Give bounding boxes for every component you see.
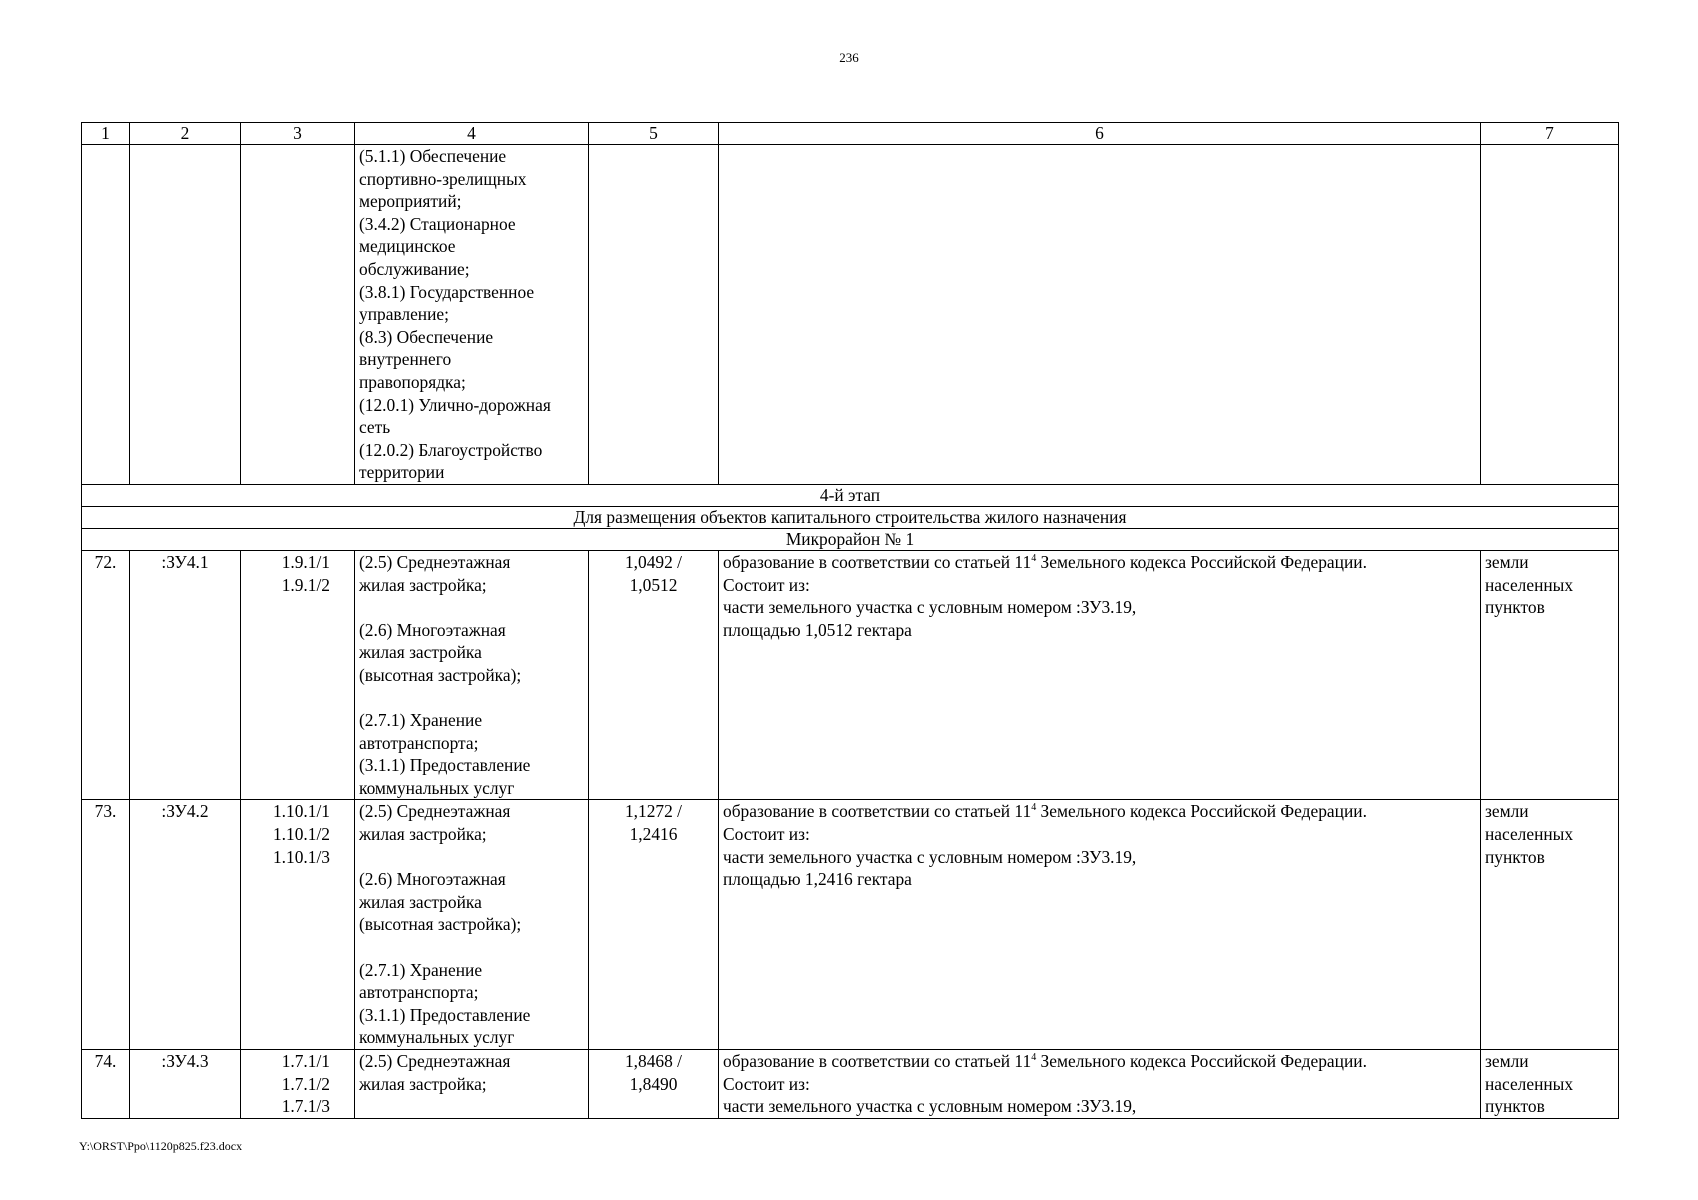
section-purpose-title: Для размещения объектов капитального строительства жилого назначения (82, 506, 1619, 528)
plot-codes (241, 800, 355, 1050)
land-plots-table (81, 122, 1619, 1119)
plot-codes (241, 1049, 355, 1118)
text-line: 1,0492 / (624, 551, 682, 572)
permitted-uses (355, 550, 589, 800)
text-line: внутреннего (359, 349, 452, 370)
text-line: жилая застройка (359, 642, 482, 663)
text-line: (высотная застройка); (359, 664, 522, 685)
table-row (82, 550, 1619, 800)
text-line: 1,2416 (629, 824, 678, 845)
text-line: площадью 1,0512 гектара (723, 619, 912, 640)
footer-file-path: Y:\ORST\Ppo\1120p825.f23.docx (79, 1139, 243, 1153)
text-line: (2.6) Многоэтажная (359, 869, 506, 890)
text-line: (высотная застройка); (359, 914, 522, 935)
text-line: (2.7.1) Хранение (359, 710, 483, 731)
blank-line (359, 596, 584, 619)
plot-id: :ЗУ4.2 (130, 800, 241, 1050)
plot-area (589, 550, 719, 800)
text-line: (12.0.1) Улично-дорожная (359, 394, 551, 415)
text-line: 1,8468 / (624, 1050, 682, 1071)
text-line: (3.8.1) Государственное (359, 281, 535, 302)
description-first-line (723, 800, 1476, 823)
text-line: части земельного участка с условным номером :ЗУ3.19, (723, 597, 1137, 618)
continuation-row (82, 145, 1619, 485)
header-col-1: 1 (82, 123, 130, 145)
plot-area (589, 1049, 719, 1118)
land-category (1481, 1049, 1619, 1118)
text-line: части земельного участка с условным номером :ЗУ3.19, (723, 846, 1137, 867)
permitted-uses (355, 1049, 589, 1118)
text-line: 1,8490 (629, 1073, 678, 1094)
description-text: образование в соответствии со статьей 11 (723, 1050, 1032, 1071)
land-category (1481, 550, 1619, 800)
description-text: образование в соответствии со статьей 11 (723, 551, 1032, 572)
text-line: (3.1.1) Предоставление (359, 755, 531, 776)
blank-line (359, 686, 584, 709)
text-line: земли (1485, 551, 1529, 572)
text-line: жилая застройка; (359, 574, 487, 595)
text-line: (5.1.1) Обеспечение (359, 146, 507, 166)
header-col-5: 5 (589, 123, 719, 145)
text-line: Состоит из: (723, 824, 810, 845)
plot-id: :ЗУ4.3 (130, 1049, 241, 1118)
section-stage (82, 484, 1619, 506)
header-col-3: 3 (241, 123, 355, 145)
text-line: (2.5) Среднеэтажная (359, 801, 511, 822)
description-text: Земельного кодекса Российской Федерации. (1036, 801, 1367, 822)
text-line: Состоит из: (723, 574, 810, 595)
continuation-uses (355, 145, 589, 485)
text-line: населенных (1485, 1073, 1574, 1094)
text-line: (8.3) Обеспечение (359, 326, 494, 347)
section-district-title: Микрорайон № 1 (82, 528, 1619, 550)
text-line: коммунальных услуг (359, 777, 515, 798)
text-line: автотранспорта; (359, 732, 479, 753)
text-line: коммунальных услуг (359, 1027, 515, 1048)
text-line: управление; (359, 304, 449, 325)
plot-description (719, 800, 1481, 1050)
table-row (82, 800, 1619, 1050)
description-first-line (723, 551, 1476, 574)
text-line: 1.9.1/1 (281, 551, 330, 572)
text-line: части земельного участка с условным номером :ЗУ3.19, (723, 1096, 1137, 1117)
header-row (82, 123, 1619, 145)
text-line: пунктов (1485, 1096, 1545, 1117)
description-first-line (723, 1050, 1476, 1073)
text-line: (2.5) Среднеэтажная (359, 551, 511, 572)
text-line: (2.7.1) Хранение (359, 959, 483, 980)
text-line: населенных (1485, 824, 1574, 845)
section-district (82, 528, 1619, 550)
text-line: жилая застройка; (359, 1073, 487, 1094)
text-line: мероприятий; (359, 191, 462, 212)
plot-area (589, 800, 719, 1050)
row-number: 73. (82, 800, 130, 1050)
article-superscript: 4 (1031, 802, 1037, 814)
text-line: спортивно-зрелищных (359, 168, 527, 189)
text-line: (2.5) Среднеэтажная (359, 1050, 511, 1071)
text-line: 1.10.1/2 (272, 824, 330, 845)
text-line: пунктов (1485, 846, 1545, 867)
text-line: автотранспорта; (359, 982, 479, 1003)
text-line: медицинское (359, 236, 456, 257)
page-number: 236 (839, 50, 859, 65)
text-line: (12.0.2) Благоустройство (359, 439, 543, 460)
plot-description (719, 1049, 1481, 1118)
header-col-4: 4 (355, 123, 589, 145)
text-line: сеть (359, 417, 391, 438)
text-line: территории (359, 462, 445, 483)
description-text: образование в соответствии со статьей 11 (723, 801, 1032, 822)
text-line: 1,1272 / (624, 801, 682, 822)
article-superscript: 4 (1031, 1052, 1037, 1064)
description-text: Земельного кодекса Российской Федерации. (1036, 1050, 1367, 1071)
text-line: земли (1485, 1050, 1529, 1071)
header-col-7: 7 (1481, 123, 1619, 145)
text-line: (3.4.2) Стационарное (359, 213, 516, 234)
text-line: (3.1.1) Предоставление (359, 1004, 531, 1025)
text-line: 1.10.1/1 (272, 801, 330, 822)
blank-line (359, 846, 584, 869)
table-row (82, 1049, 1619, 1118)
header-col-6: 6 (719, 123, 1481, 145)
text-line: жилая застройка; (359, 824, 487, 845)
text-line: (2.6) Многоэтажная (359, 619, 506, 640)
text-line: Состоит из: (723, 1073, 810, 1094)
text-line: 1.7.1/1 (281, 1050, 330, 1071)
section-purpose (82, 506, 1619, 528)
text-line: 1.10.1/3 (272, 846, 330, 867)
text-line: 1.9.1/2 (281, 574, 330, 595)
blank-line (359, 936, 584, 959)
article-superscript: 4 (1031, 553, 1037, 565)
plot-id: :ЗУ4.1 (130, 550, 241, 800)
text-line: 1.7.1/3 (281, 1096, 330, 1117)
permitted-uses (355, 800, 589, 1050)
text-line: населенных (1485, 574, 1574, 595)
text-line: земли (1485, 801, 1529, 822)
section-stage-title: 4-й этап (82, 484, 1619, 506)
text-line: обслуживание; (359, 258, 470, 279)
text-line: правопорядка; (359, 371, 466, 392)
text-line: площадью 1,2416 гектара (723, 869, 912, 890)
text-line: 1,0512 (629, 574, 678, 595)
plot-description (719, 550, 1481, 800)
row-number: 72. (82, 550, 130, 800)
row-number: 74. (82, 1049, 130, 1118)
text-line: жилая застройка (359, 891, 482, 912)
plot-codes (241, 550, 355, 800)
description-text: Земельного кодекса Российской Федерации. (1036, 551, 1367, 572)
text-line: пунктов (1485, 597, 1545, 618)
land-category (1481, 800, 1619, 1050)
header-col-2: 2 (130, 123, 241, 145)
text-line: 1.7.1/2 (281, 1073, 330, 1094)
